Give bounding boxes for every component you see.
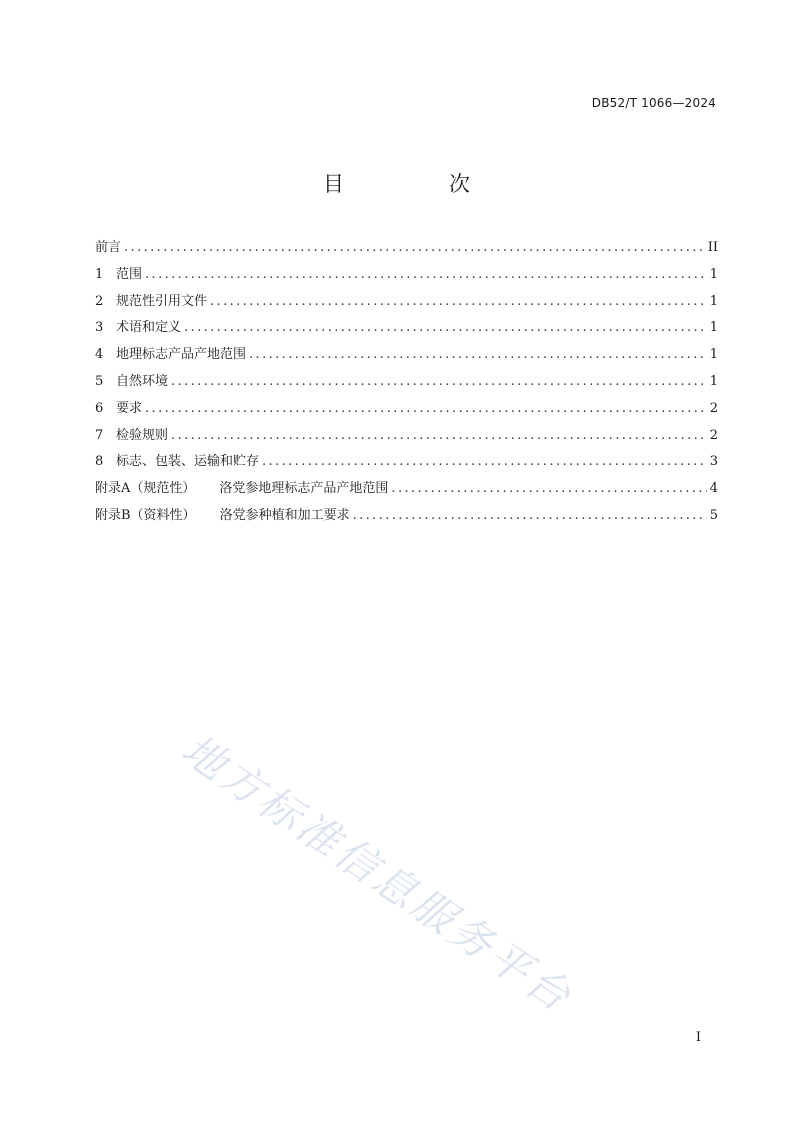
toc-entry-label (95, 238, 121, 258)
toc-entry-title: 洛党参地理标志产品产地范围 (219, 481, 389, 497)
toc-entry-number: 8 (95, 454, 104, 470)
toc-entry-page: 4 (709, 481, 718, 497)
toc-title: 目 次 (323, 172, 512, 196)
toc-leader-dots (210, 292, 707, 312)
toc-entry-title: 前言 (95, 240, 122, 255)
toc-entry-page: 1 (709, 320, 718, 336)
toc-entry-page: 5 (709, 507, 718, 523)
toc-entry-title: 标志、包装、运输和贮存 (116, 454, 260, 470)
toc-entry-number: 2 (95, 293, 104, 309)
toc-leader-dots (171, 426, 707, 446)
toc-entry-page: 2 (709, 427, 718, 443)
toc-leader-dots (249, 345, 707, 365)
toc-entry-number: 7 (95, 427, 104, 443)
toc-entry-title: 检验规则 (116, 427, 169, 443)
toc-entry-marking-packaging[interactable] (95, 452, 718, 479)
toc-entry-number: 5 (95, 373, 104, 389)
toc-entry-title: 范围 (116, 266, 143, 282)
toc-entry-label (95, 426, 168, 446)
toc-entry-terms-definitions[interactable] (95, 318, 718, 345)
toc-leader-dots (184, 318, 707, 338)
standard-code: DB52/T 1066—2024 (591, 96, 716, 110)
page-number: I (695, 1030, 701, 1045)
toc-entry-page: II (707, 240, 718, 255)
toc-entry-title: 规范性引用文件 (116, 293, 208, 309)
toc-entry-origin-range[interactable] (95, 345, 718, 372)
toc-entry-number: 4 (95, 347, 104, 363)
toc-entry-requirements[interactable] (95, 399, 718, 426)
toc-entry-appendix-b[interactable] (95, 506, 718, 533)
toc-entry-label (95, 318, 181, 338)
toc-entry-number: 附录B（资料性） (95, 507, 196, 523)
watermark-text: 地方标准信息服务平台 (173, 724, 582, 1023)
toc-entry-label (95, 399, 142, 419)
toc-entry-label (95, 265, 142, 285)
toc-entry-number: 1 (95, 266, 104, 282)
toc-entry-foreword[interactable] (95, 238, 718, 265)
toc-entry-page: 1 (709, 293, 718, 309)
toc-entry-normative-references[interactable] (95, 292, 718, 319)
toc-entry-scope[interactable] (95, 265, 718, 292)
toc-entry-page: 1 (709, 266, 718, 282)
toc-entry-title: 自然环境 (116, 373, 169, 389)
table-of-contents (95, 238, 718, 533)
toc-entry-page: 1 (709, 347, 718, 363)
toc-entry-page: 1 (709, 373, 718, 389)
toc-entry-label (95, 345, 246, 365)
toc-entry-title: 地理标志产品产地范围 (116, 347, 247, 363)
toc-entry-page: 3 (709, 454, 718, 470)
toc-leader-dots (262, 452, 707, 472)
toc-leader-dots (171, 372, 707, 392)
toc-entry-number: 附录A（规范性） (95, 481, 196, 497)
toc-entry-label (95, 292, 207, 312)
toc-leader-dots (145, 399, 707, 419)
toc-leader-dots (145, 265, 707, 285)
toc-entry-label (95, 452, 259, 472)
toc-entry-title: 术语和定义 (116, 320, 182, 336)
toc-entry-number: 6 (95, 400, 104, 416)
toc-entry-page: 2 (709, 400, 718, 416)
toc-leader-dots (124, 238, 705, 258)
toc-leader-dots (353, 506, 707, 526)
toc-entry-inspection-rules[interactable] (95, 426, 718, 453)
toc-entry-title: 洛党参种植和加工要求 (219, 507, 350, 523)
toc-entry-number: 3 (95, 320, 104, 336)
toc-leader-dots (391, 479, 706, 499)
toc-entry-title: 要求 (116, 400, 143, 416)
toc-entry-label (95, 506, 350, 526)
toc-entry-natural-environment[interactable] (95, 372, 718, 399)
toc-entry-label (95, 479, 388, 499)
toc-entry-label (95, 372, 168, 392)
toc-entry-appendix-a[interactable] (95, 479, 718, 506)
